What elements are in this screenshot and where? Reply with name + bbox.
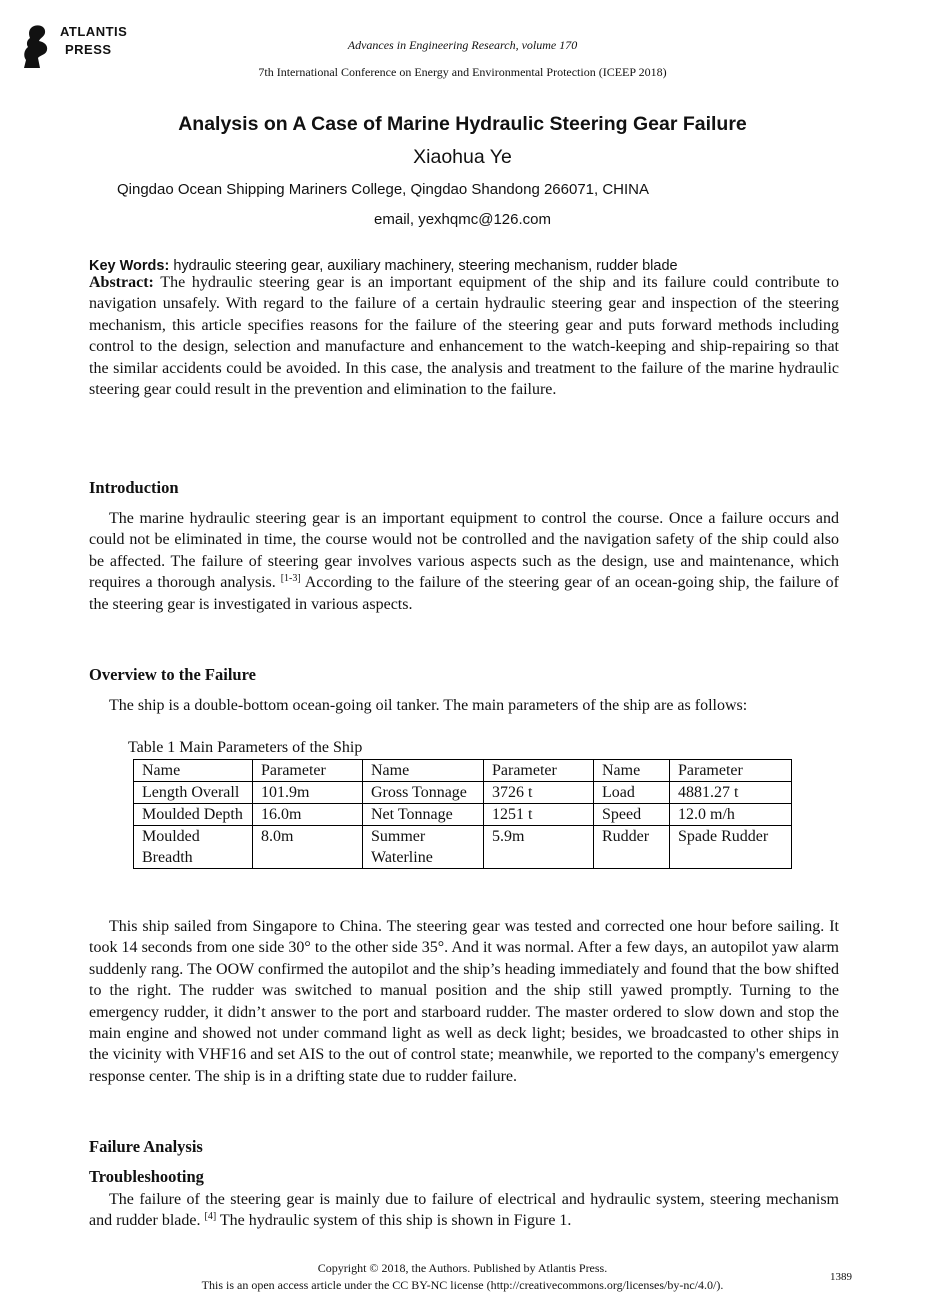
table-header-cell: Name [363, 760, 484, 782]
journal-series: Advances in Engineering Research, volume 170 [347, 38, 578, 52]
table-row [134, 782, 792, 804]
overview-paragraph: The ship is a double-bottom ocean-going oil tanker. The main parameters of the ship are as follows: [109, 697, 748, 714]
logo-text-line1: ATLANTIS [60, 24, 128, 39]
keywords-text: hydraulic steering gear, auxiliary machinery, steering mechanism, rudder blade [169, 258, 678, 274]
table-row [134, 804, 792, 826]
table-cell: Net Tonnage [363, 804, 484, 826]
table-cell: Summer Waterline [363, 826, 484, 869]
table-row [134, 826, 792, 869]
table-cell: Moulded Breadth [134, 826, 253, 869]
troubleshooting-text-1: The failure of the steering gear is mainly due to failure of electrical and hydraulic system, steering mechanism and rudder blade. [89, 1191, 839, 1230]
table-cell: Gross Tonnage [363, 782, 484, 804]
table-cell: Rudder [594, 826, 670, 869]
table-cell: 12.0 m/h [670, 804, 792, 826]
table-cell: 101.9m [253, 782, 363, 804]
table-header-row [134, 760, 792, 782]
abstract-text: The hydraulic steering gear is an important equipment of the ship and its failure could contribute to navigation unsafely. With regard to the failure of a certain hydraulic steering gear and inspection of the steering mechanism, this article specifies reasons for the failure of the steering gear and puts forward methods including control to the design, selection and manufacture and enhancement to the watch-keeping and ship-repairing so that the similar accidents could be avoided. In this case, the analysis and treatment to the failure of the marine hydraulic steering gear could result in the prevention and elimination to the failure. [89, 274, 839, 399]
author-affiliation: Qingdao Ocean Shipping Mariners College, Qingdao Shandong 266071, CHINA [117, 181, 650, 198]
section-heading-overview: Overview to the Failure [89, 665, 256, 684]
subsection-heading-troubleshooting: Troubleshooting [89, 1167, 204, 1186]
introduction-text-1: The marine hydraulic steering gear is an important equipment to control the course. Once a failure occurs and could not be eliminated in time, the course would not be controlled and the navigation safety of the ship could also be affected. The failure of steering gear involves various aspects such as the design, use and maintenance, which requires a thorough analysis. [89, 510, 839, 592]
table-cell: 4881.27 t [670, 782, 792, 804]
table-header-cell: Name [594, 760, 670, 782]
table-header-cell: Name [134, 760, 253, 782]
section-heading-failure-analysis: Failure Analysis [89, 1137, 203, 1156]
footer-license: This is an open access article under the CC BY-NC license (http://creativecommons.org/licenses/by-nc/4.0/). [201, 1278, 724, 1292]
troubleshooting-paragraph [89, 1189, 839, 1232]
section-heading-introduction: Introduction [89, 478, 179, 497]
abstract [89, 272, 839, 400]
table-cell: 16.0m [253, 804, 363, 826]
keywords-label: Key Words: [89, 258, 170, 274]
parameters-table [133, 759, 792, 869]
paper-title: Analysis on A Case of Marine Hydraulic Steering Gear Failure [178, 113, 747, 135]
table-header-cell: Parameter [253, 760, 363, 782]
citation-ref: [4] [204, 1211, 217, 1223]
table-header-cell: Parameter [670, 760, 792, 782]
table-cell: Speed [594, 804, 670, 826]
table-cell: 1251 t [484, 804, 594, 826]
table-cell: Load [594, 782, 670, 804]
introduction-text-2: According to the failure of the steering gear of an ocean-going ship, the failure of the steering gear is investigated in various aspects. [89, 574, 840, 613]
citation-ref: [1-3] [280, 573, 301, 585]
logo-text-line2: PRESS [65, 42, 112, 57]
table-cell: Length Overall [134, 782, 253, 804]
table-caption: Table 1 Main Parameters of the Ship [128, 739, 363, 756]
author-name: Xiaohua Ye [413, 146, 512, 168]
conference-name: 7th International Conference on Energy and Environmental Protection (ICEEP 2018) [258, 65, 667, 79]
page-number: 1389 [830, 1271, 852, 1283]
table-cell: 5.9m [484, 826, 594, 869]
author-email: email, yexhqmc@126.com [374, 211, 551, 228]
troubleshooting-text-2: The hydraulic system of this ship is shown in Figure 1. [216, 1212, 572, 1230]
introduction-paragraph [89, 508, 839, 615]
table-cell: 8.0m [253, 826, 363, 869]
table-header-cell: Parameter [484, 760, 594, 782]
table-cell: Moulded Depth [134, 804, 253, 826]
abstract-label: Abstract: [89, 274, 154, 291]
overview-incident-paragraph: This ship sailed from Singapore to China. The steering gear was tested and corrected one hour before sailing. It took 14 seconds from one side 30° to the other side 35°. And it was normal. After a few days, an autopilot yaw alarm suddenly rang. The OOW confirmed the autopilot and the ship’s heading immediately and found that the bow shifted to the right. The rudder was switched to manual position and the ship still yawed promptly. Turning to the emergency rudder, it didn’t answer to the port and starboard rudder. The master ordered to slow down and stop the main engine and showed not under command light as well as deck light; besides, we broadcasted to other ships in the vicinity with VHF16 and set AIS to the out of control state; meanwhile, we reported to the company's emergency response center. The ship is in a drifting state due to rudder failure. [89, 918, 839, 1085]
footer-copyright: Copyright © 2018, the Authors. Published by Atlantis Press. [317, 1261, 608, 1275]
table-cell: 3726 t [484, 782, 594, 804]
table-cell: Spade Rudder [670, 826, 792, 869]
